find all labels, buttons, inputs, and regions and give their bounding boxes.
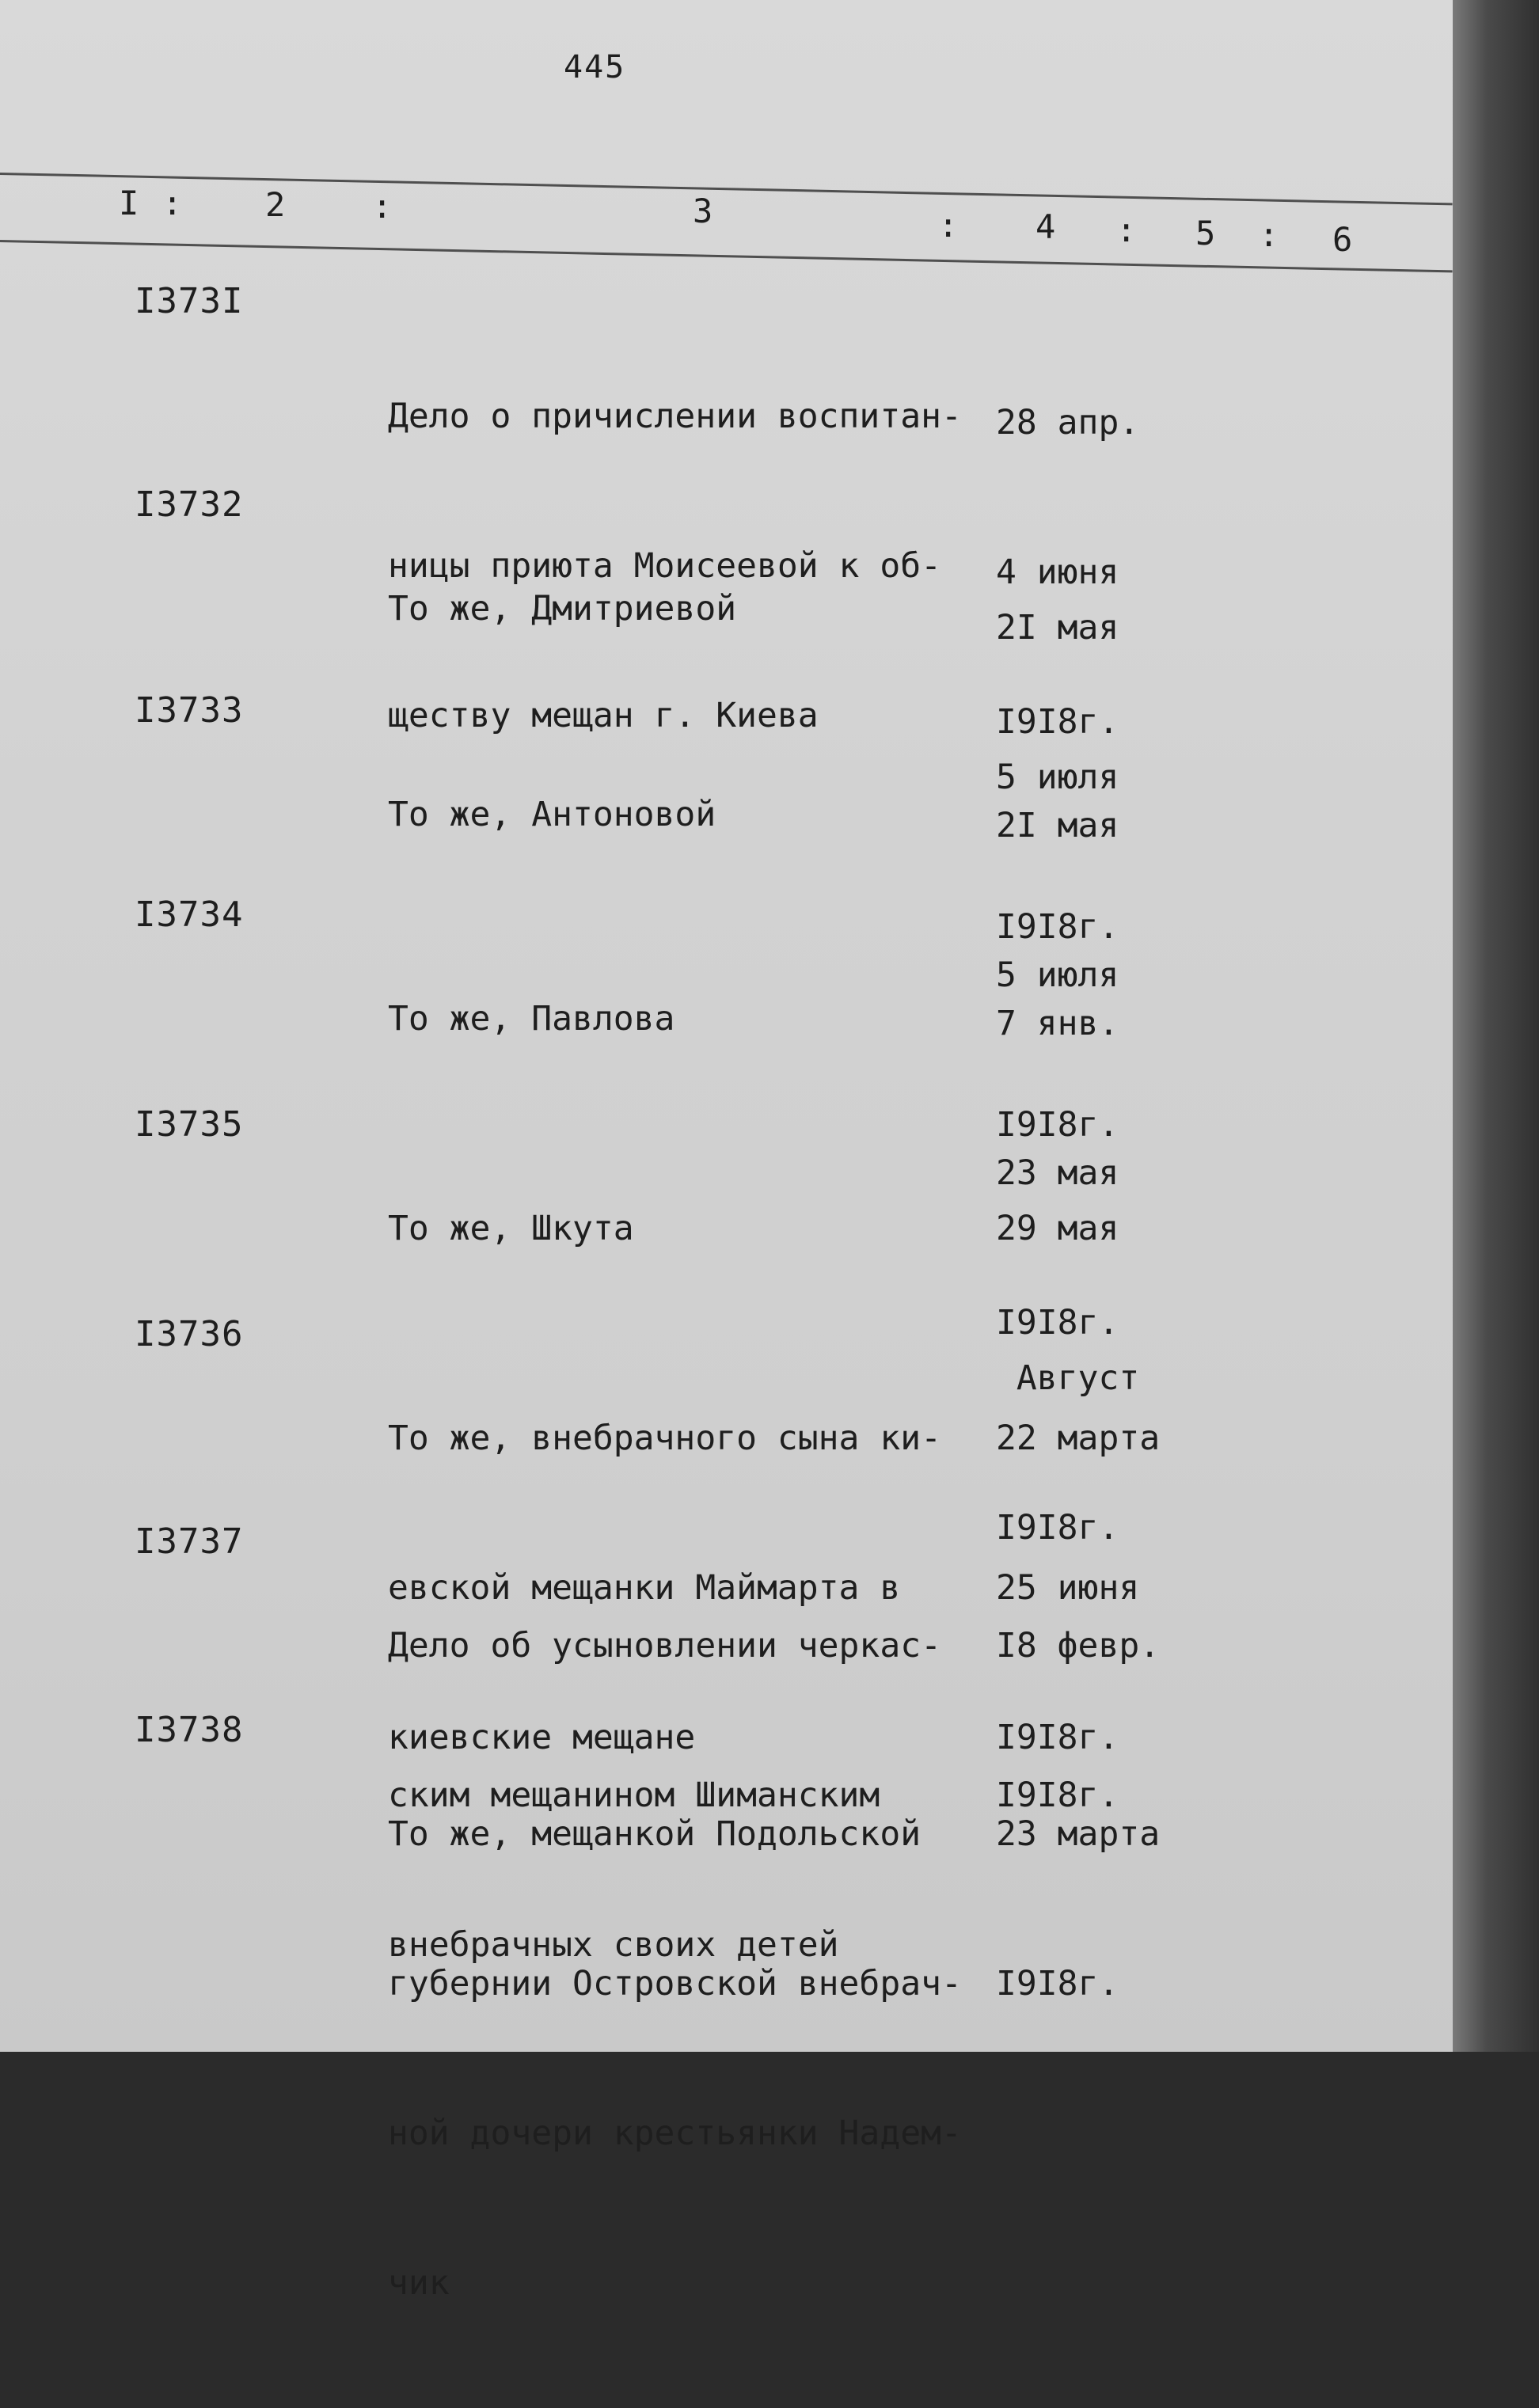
case-title-line: То же, Антоновой: [388, 795, 716, 834]
case-date-line: I9I8г.: [996, 1105, 1119, 1145]
case-number: I3738: [135, 1710, 244, 1750]
case-title-line: чик: [388, 2263, 450, 2303]
column-header-4: 4: [1036, 207, 1056, 246]
case-number: I3735: [135, 1104, 244, 1145]
case-title-line: То же, Шкута: [388, 1209, 634, 1248]
case-date-line: Август: [996, 1358, 1140, 1398]
case-date-line: 7 янв.: [996, 1004, 1119, 1043]
case-title-line: внебрачных своих детей: [388, 1925, 839, 1965]
case-title-line: То же, внебрачного сына ки-: [388, 1419, 941, 1458]
case-number: I3736: [135, 1314, 244, 1354]
case-date-line: I9I8г.: [996, 1964, 1119, 2004]
case-title-line: ной дочери крестьянки Надем-: [388, 2114, 962, 2153]
case-title-line: То же, Дмитриевой: [388, 589, 737, 629]
page-number: 445: [564, 49, 626, 85]
case-date-line: 2I мая: [996, 608, 1119, 648]
case-date-line: 29 мая: [996, 1209, 1119, 1248]
header-rule-top: [0, 173, 1453, 205]
case-date-line: I8 февр.: [996, 1626, 1161, 1665]
case-title-line: Дело о причислении воспитан-: [388, 397, 962, 436]
case-title-line: ским мещанином Шиманским: [388, 1776, 880, 1815]
case-number: I3737: [135, 1521, 244, 1562]
case-title-line: киевские мещане: [388, 1718, 696, 1757]
case-title-line: ницы приюта Моисеевой к об-: [388, 546, 941, 586]
column-header-3: 3: [693, 192, 713, 230]
case-title-line: губернии Островской внебрач-: [388, 1964, 962, 2004]
column-header-1: I: [119, 184, 139, 222]
column-header-6: 6: [1332, 220, 1353, 259]
case-date-line: 22 марта: [996, 1419, 1161, 1458]
case-date-line: 5 июля: [996, 758, 1119, 797]
case-dates: [996, 1710, 1160, 2109]
column-separator: :: [1259, 215, 1279, 254]
case-date-line: I9I8г.: [996, 1776, 1119, 1815]
case-title: [388, 1710, 990, 2408]
case-date-line: I9I8г.: [996, 702, 1119, 742]
column-header-5: 5: [1195, 214, 1216, 253]
case-number: I3734: [135, 894, 244, 935]
case-title-line: евской мещанки Маймарта в: [388, 1568, 901, 1608]
case-title-line: ществу мещан г. Киева: [388, 696, 819, 735]
case-date-line: I9I8г.: [996, 1508, 1119, 1548]
case-number: I3732: [135, 484, 244, 525]
case-date-line: I9I8г.: [996, 1718, 1119, 1757]
case-title-line: То же, Павлова: [388, 999, 675, 1039]
case-title-line: Дело об усыновлении черкас-: [388, 1626, 941, 1665]
case-date-line: 2I мая: [996, 806, 1119, 845]
column-separator: :: [372, 187, 393, 226]
column-separator: :: [938, 206, 959, 245]
case-date-line: 4 июня: [996, 553, 1119, 592]
case-date-line: I9I8г.: [996, 1303, 1119, 1343]
case-date-line: 25 июня: [996, 1568, 1140, 1608]
column-separator: :: [1116, 211, 1137, 249]
case-number: I3733: [135, 690, 244, 731]
case-date-line: 28 апр.: [996, 403, 1140, 442]
column-header-2: 2: [265, 185, 286, 224]
case-date-line: 23 марта: [996, 1814, 1161, 1854]
case-date-line: I9I8г.: [996, 907, 1119, 947]
case-number: I373I: [135, 281, 244, 321]
case-title-line: То же, мещанкой Подольской: [388, 1814, 922, 1854]
header-rule-bottom: [0, 240, 1453, 272]
page-edge-shadow: [1453, 0, 1539, 2052]
case-date-line: 5 июля: [996, 955, 1119, 995]
case-date-line: 23 мая: [996, 1153, 1119, 1193]
column-separator: :: [162, 184, 183, 222]
